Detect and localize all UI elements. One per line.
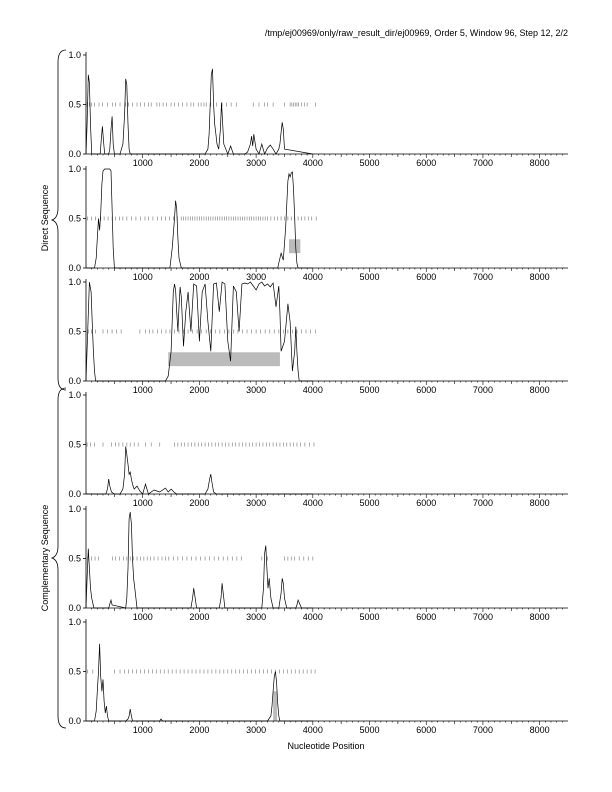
x-tick-label: 6000: [416, 158, 437, 168]
x-tick-label: 3000: [246, 272, 267, 282]
x-tick-label: 7000: [472, 612, 493, 622]
y-tick-label: 0.0: [68, 376, 81, 386]
y-tick-label: 0.0: [68, 603, 81, 613]
y-tick-label: 0.5: [68, 213, 81, 224]
x-tick-label: 4000: [302, 272, 323, 282]
x-tick-label: 5000: [359, 498, 380, 508]
highlight-region: [168, 352, 280, 366]
panel-complementary-3: [68, 617, 568, 735]
x-tick-label: 4000: [302, 725, 323, 735]
y-tick-label: 1.0: [68, 277, 81, 287]
panels: [68, 50, 568, 735]
y-tick-label: 1.0: [68, 50, 81, 60]
x-tick-label: 1000: [132, 158, 153, 168]
series-line: [86, 447, 313, 495]
x-tick-label: 7000: [472, 385, 493, 395]
panel-complementary-2: [68, 504, 568, 622]
y-tick-label: 1.0: [68, 504, 81, 514]
header-text: /tmp/ej00969/only/raw_result_dir/ej00969, Order 5, Window 96, Step 12, 2/2: [264, 28, 568, 38]
y-tick-label: 1.0: [68, 617, 81, 627]
x-tick-label: 4000: [302, 158, 323, 168]
x-tick-label: 6000: [416, 272, 437, 282]
x-tick-label: 6000: [416, 498, 437, 508]
x-tick-label: 6000: [416, 612, 437, 622]
y-tick-label: 0.5: [68, 553, 81, 564]
x-tick-label: 7000: [472, 498, 493, 508]
x-tick-label: 5000: [359, 158, 380, 168]
panel-direct-3: [68, 277, 568, 395]
x-tick-label: 5000: [359, 612, 380, 622]
y-tick-label: 0.0: [68, 149, 81, 159]
x-tick-label: 2000: [189, 725, 210, 735]
x-tick-label: 1000: [132, 725, 153, 735]
panel-complementary-1: [68, 390, 568, 508]
x-tick-label: 2000: [189, 498, 210, 508]
x-tick-label: 8000: [529, 158, 550, 168]
panel-direct-2: [68, 164, 568, 282]
brace-direct: [52, 50, 66, 390]
y-tick-label: 0.0: [68, 489, 81, 499]
x-tick-label: 3000: [246, 158, 267, 168]
y-tick-label: 0.5: [68, 666, 81, 677]
y-tick-label: 1.0: [68, 390, 81, 400]
x-tick-label: 4000: [302, 385, 323, 395]
x-tick-label: 1000: [132, 272, 153, 282]
x-tick-label: 1000: [132, 498, 153, 508]
x-tick-label: 3000: [246, 498, 267, 508]
group-label-direct: Direct Sequence: [40, 184, 50, 252]
x-tick-label: 8000: [529, 612, 550, 622]
x-tick-label: 5000: [359, 272, 380, 282]
x-tick-label: 7000: [472, 272, 493, 282]
highlight-region: [273, 691, 277, 721]
x-tick-label: 3000: [246, 612, 267, 622]
brace-complementary: [52, 388, 66, 728]
x-tick-label: 4000: [302, 612, 323, 622]
x-tick-label: 8000: [529, 725, 550, 735]
highlight-region: [289, 239, 300, 253]
y-tick-label: 0.0: [68, 716, 81, 726]
x-tick-label: 8000: [529, 272, 550, 282]
x-tick-label: 8000: [529, 498, 550, 508]
x-tick-label: 7000: [472, 725, 493, 735]
y-tick-label: 0.0: [68, 263, 81, 273]
panel-direct-1: [68, 50, 568, 168]
x-tick-label: 2000: [189, 612, 210, 622]
y-tick-label: 0.5: [68, 326, 81, 337]
x-tick-label: 2000: [189, 385, 210, 395]
series-line: [86, 512, 313, 608]
group-label-complementary: Complementary Sequence: [40, 504, 50, 612]
x-tick-label: 6000: [416, 725, 437, 735]
x-tick-label: 5000: [359, 725, 380, 735]
x-axis-label: Nucleotide Position: [287, 741, 365, 751]
y-tick-label: 1.0: [68, 164, 81, 174]
y-tick-label: 0.5: [68, 439, 81, 450]
x-tick-label: 7000: [472, 158, 493, 168]
x-tick-label: 2000: [189, 158, 210, 168]
x-tick-label: 3000: [246, 385, 267, 395]
x-tick-label: 3000: [246, 725, 267, 735]
x-tick-label: 8000: [529, 385, 550, 395]
x-tick-label: 5000: [359, 385, 380, 395]
x-tick-label: 6000: [416, 385, 437, 395]
x-tick-label: 1000: [132, 385, 153, 395]
series-line: [86, 69, 313, 154]
series-line: [86, 644, 313, 721]
x-tick-label: 4000: [302, 498, 323, 508]
x-tick-label: 1000: [132, 612, 153, 622]
y-tick-label: 0.5: [68, 99, 81, 110]
x-tick-label: 2000: [189, 272, 210, 282]
